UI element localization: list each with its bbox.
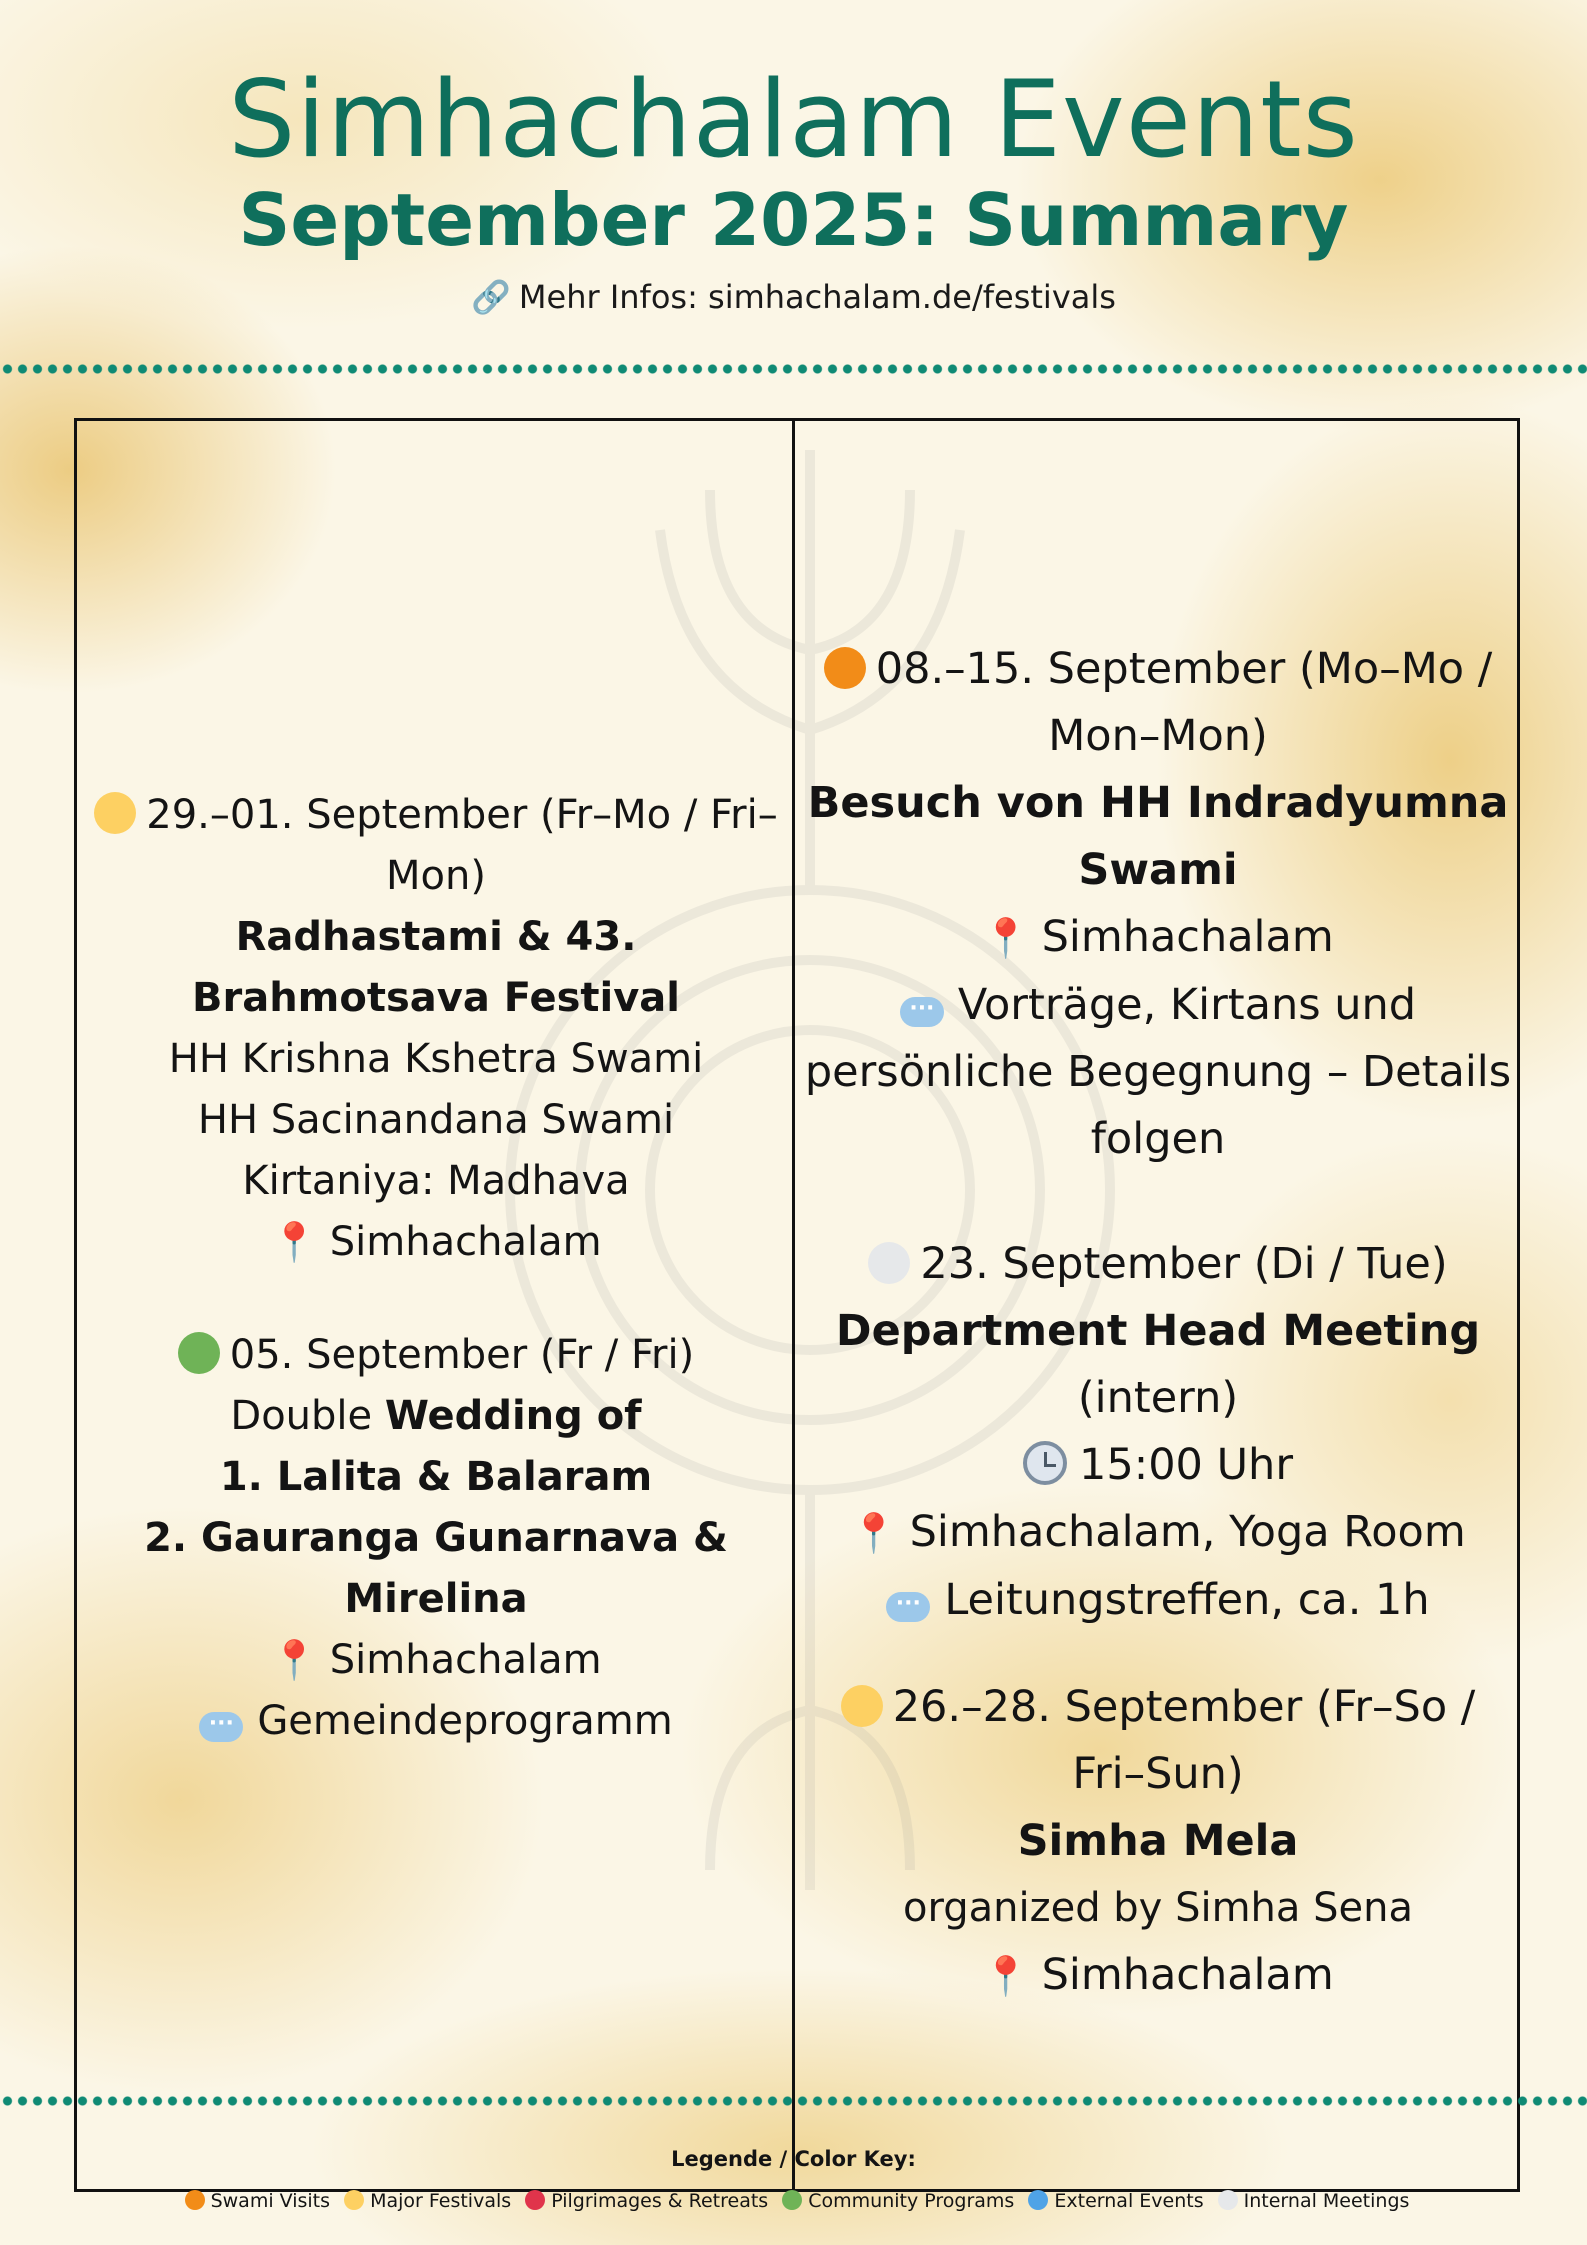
event-date: 29.–01. September (Fr–Mo / Fri–Mon) <box>146 792 778 899</box>
event-note: Gemeindeprogramm <box>257 1698 673 1744</box>
event-title: Besuch von HH Indradyumna Swami <box>807 778 1509 895</box>
legend-label: External Events <box>1054 2190 1204 2212</box>
clock-icon <box>1023 1441 1067 1485</box>
event-title-prefix: Double <box>230 1393 385 1439</box>
left-column <box>80 785 792 1752</box>
event-kirtaniya: Kirtaniya: Madhava <box>242 1158 630 1204</box>
major-festival-dot-icon <box>94 792 136 834</box>
event-note: Leitungstreffen, ca. 1h <box>944 1575 1430 1625</box>
legend-label: Swami Visits <box>210 2190 331 2212</box>
legend-item-swami-visits <box>185 2190 330 2212</box>
legend-label: Community Programs <box>808 2190 1015 2212</box>
bottom-dotted-divider <box>0 2096 1587 2106</box>
event-date: 26.–28. September (Fr–So / Fri–Sun) <box>892 1682 1476 1799</box>
legend-item-major-festivals <box>344 2190 511 2212</box>
orange-dot-icon <box>185 2190 205 2210</box>
location-pin-icon: 📍 <box>982 916 1030 960</box>
legend-label: Pilgrimages & Retreats <box>551 2190 769 2212</box>
speech-bubble-icon: ··· <box>900 997 944 1027</box>
legend-label: Major Festivals <box>370 2190 512 2212</box>
event-indradyumna-visit <box>798 636 1518 1173</box>
event-department-meeting <box>798 1231 1518 1634</box>
speech-bubble-icon: ··· <box>199 1712 243 1742</box>
event-title: Department Head Meeting <box>835 1306 1481 1356</box>
location-pin-icon: 📍 <box>270 1220 318 1264</box>
legend-item-external <box>1028 2190 1203 2212</box>
legend-item-internal <box>1218 2190 1410 2212</box>
event-note: Vorträge, Kirtans und persönliche Begegnung – Details folgen <box>804 980 1512 1164</box>
event-organizer: organized by Simha Sena <box>903 1885 1413 1931</box>
red-dot-icon <box>525 2190 545 2210</box>
location-pin-icon: 📍 <box>850 1511 898 1555</box>
link-icon: 🔗 <box>471 278 511 316</box>
location-pin-icon: 📍 <box>270 1638 318 1682</box>
yellow-dot-icon <box>344 2190 364 2210</box>
event-radhastami <box>80 785 792 1273</box>
blue-dot-icon <box>1028 2190 1048 2210</box>
legend-item-community <box>782 2190 1014 2212</box>
event-subtitle: (intern) <box>1077 1373 1239 1423</box>
green-dot-icon <box>782 2190 802 2210</box>
white-dot-icon <box>1218 2190 1238 2210</box>
event-title: Radhastami & 43. Brahmotsava Festival <box>191 914 680 1021</box>
event-time: 15:00 Uhr <box>1079 1440 1293 1490</box>
event-location: Simhachalam <box>329 1637 602 1683</box>
event-guest: HH Sacinandana Swami <box>197 1097 675 1143</box>
event-location: Simhachalam <box>1041 912 1334 962</box>
top-dotted-divider <box>0 364 1587 374</box>
column-divider <box>792 418 795 2192</box>
legend-label: Internal Meetings <box>1243 2190 1410 2212</box>
event-title: Wedding of <box>384 1393 642 1439</box>
page-subtitle: September 2025: Summary <box>238 178 1349 262</box>
event-couple: 1. Lalita & Balaram <box>219 1454 653 1500</box>
legend-item-pilgrimages <box>525 2190 768 2212</box>
event-date: 08.–15. September (Mo–Mo / Mon–Mon) <box>875 644 1493 761</box>
color-legend <box>74 2190 1520 2212</box>
event-double-wedding <box>80 1325 792 1752</box>
event-date: 23. September (Di / Tue) <box>920 1239 1448 1289</box>
more-info-text: Mehr Infos: simhachalam.de/festivals <box>518 278 1116 316</box>
event-location: Simhachalam, Yoga Room <box>909 1507 1466 1557</box>
event-simha-mela <box>798 1674 1518 2010</box>
event-date: 05. September (Fr / Fri) <box>229 1332 695 1378</box>
location-pin-icon: 📍 <box>982 1954 1030 1998</box>
swami-visit-dot-icon <box>824 647 866 689</box>
event-title: Simha Mela <box>1017 1816 1299 1866</box>
speech-bubble-icon: ··· <box>886 1592 930 1622</box>
right-column <box>798 636 1518 2010</box>
internal-meeting-dot-icon <box>868 1242 910 1284</box>
event-location: Simhachalam <box>329 1219 602 1265</box>
major-festival-dot-icon <box>841 1685 883 1727</box>
more-info-link[interactable] <box>0 278 1587 316</box>
legend-title: Legende / Color Key: <box>671 2147 916 2171</box>
event-location: Simhachalam <box>1041 1950 1334 2000</box>
page-title: Simhachalam Events <box>228 58 1359 181</box>
community-program-dot-icon <box>178 1332 220 1374</box>
event-couple: 2. Gauranga Gunarnava & Mirelina <box>144 1515 728 1622</box>
event-guest: HH Krishna Kshetra Swami <box>168 1036 704 1082</box>
